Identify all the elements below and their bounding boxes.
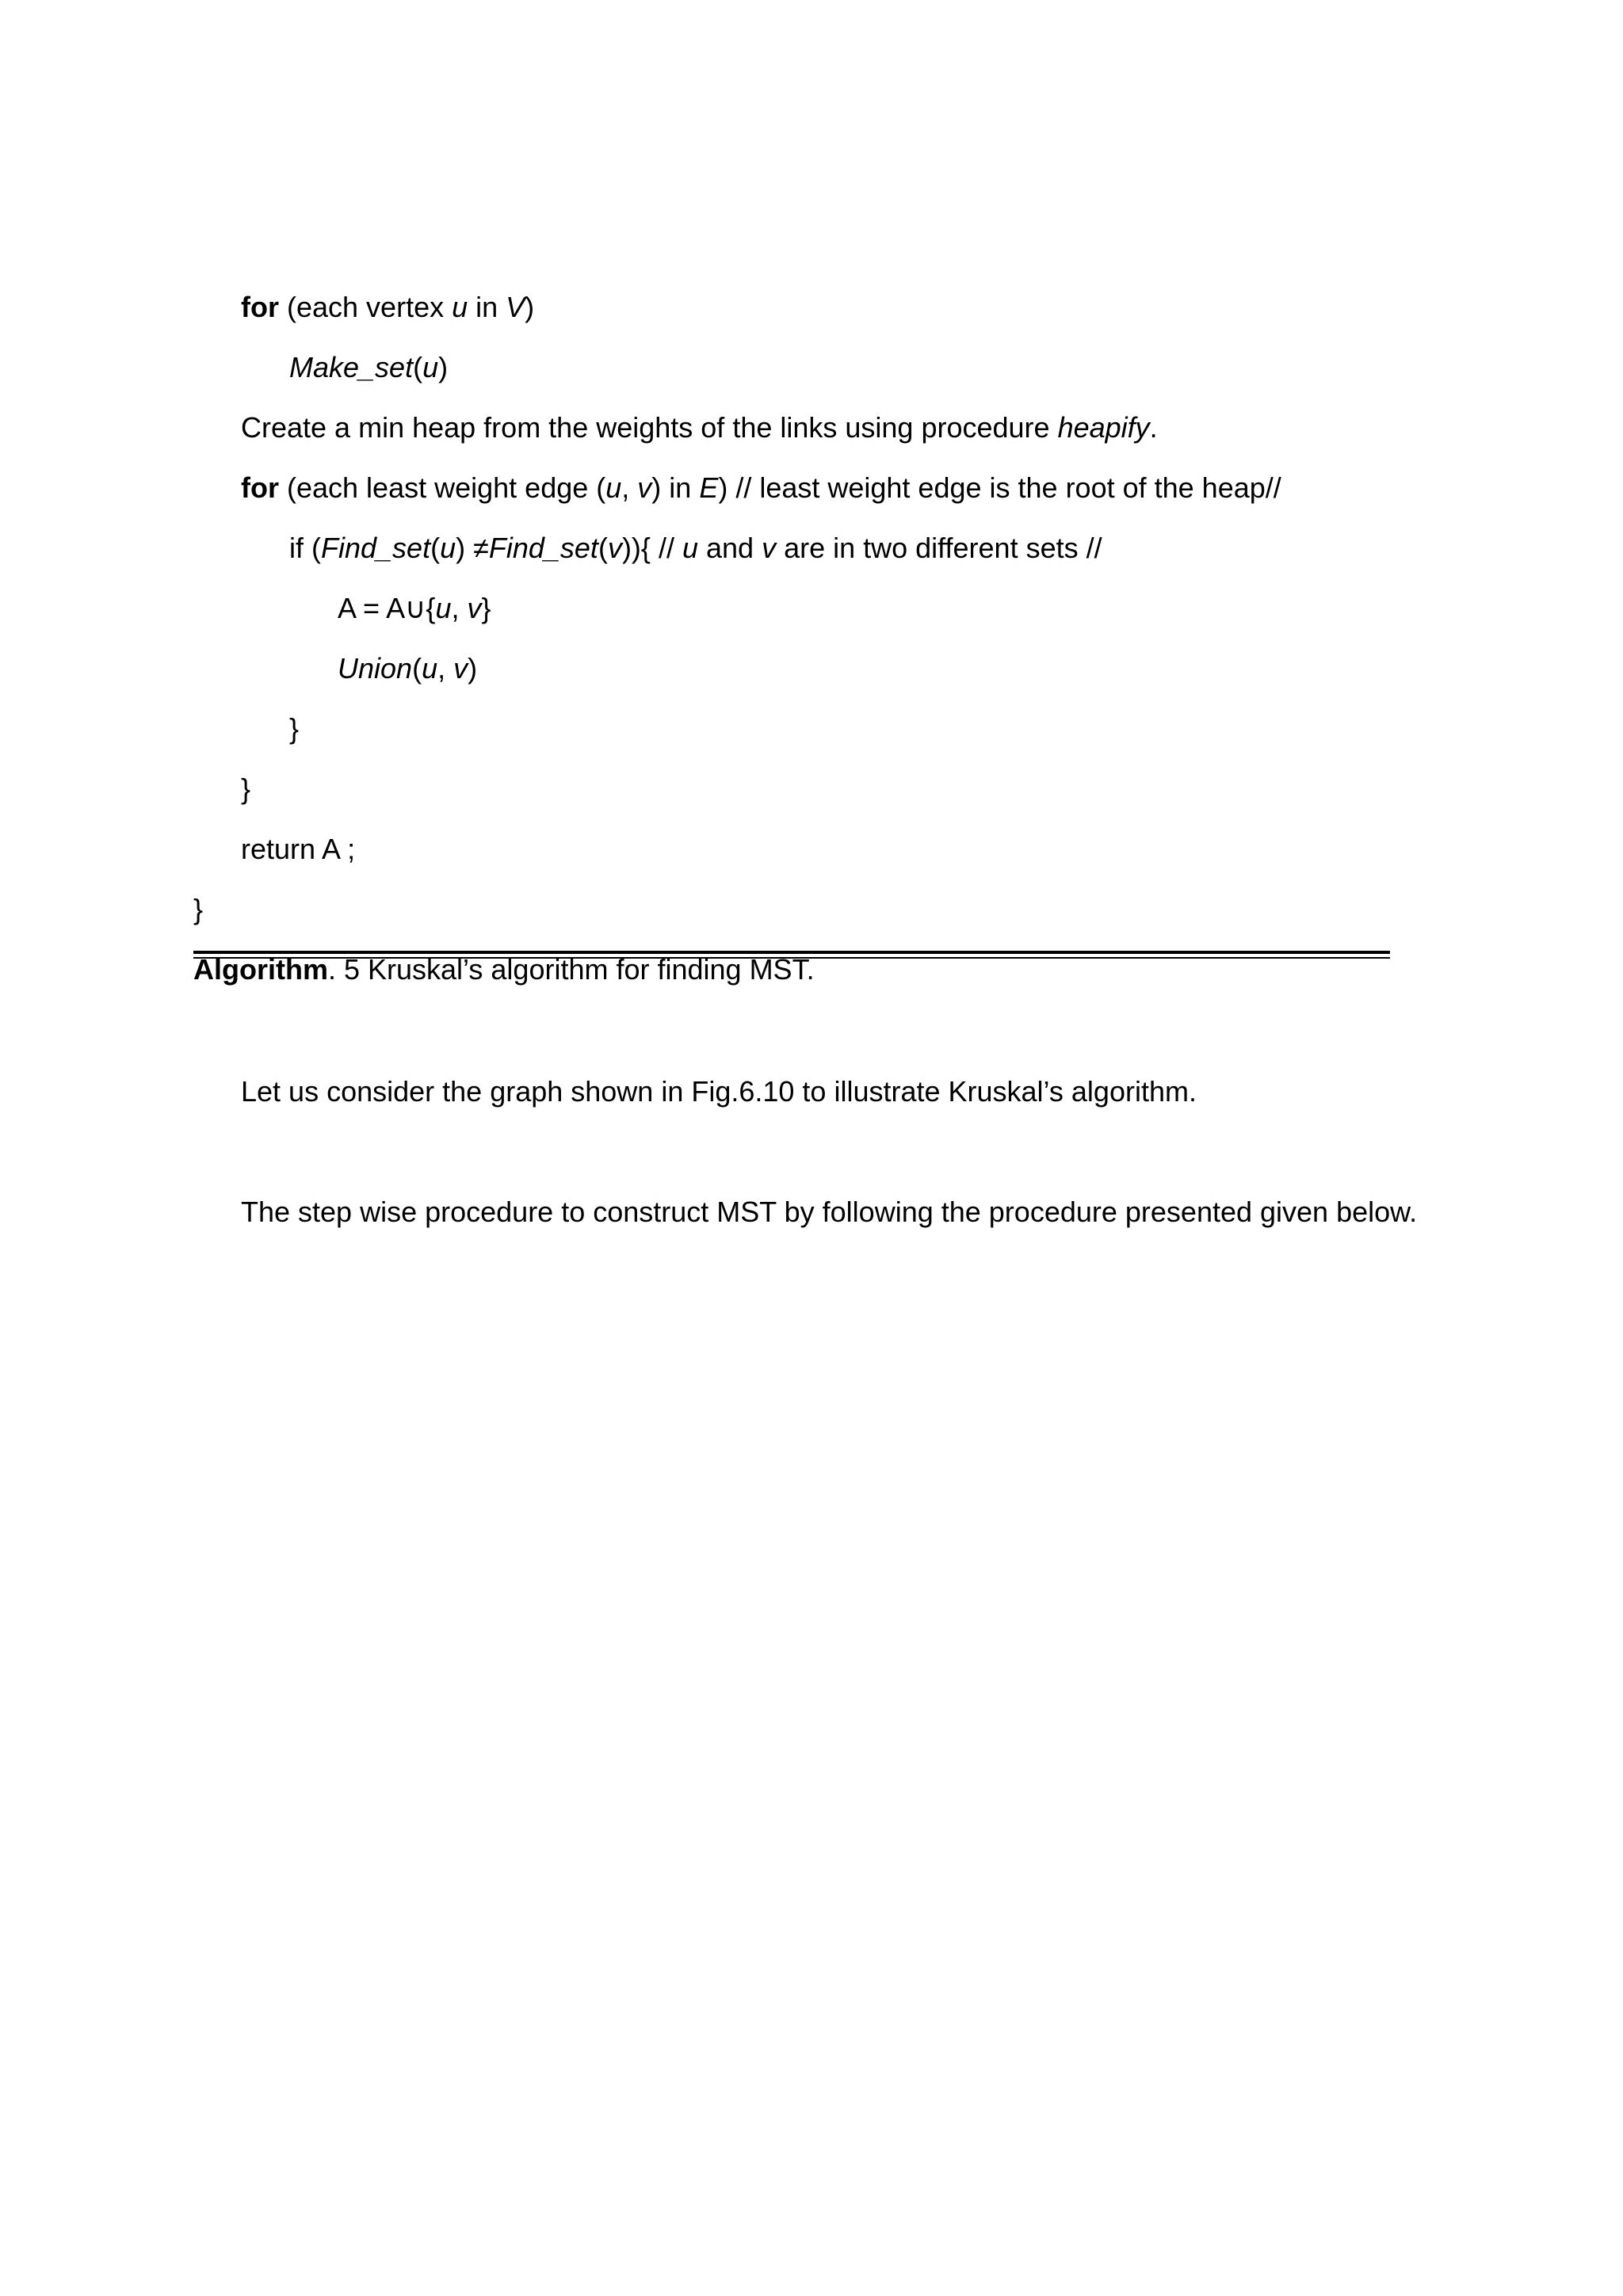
paragraph-step-wise: The step wise procedure to construct MST by following the procedure presented given below. <box>241 1196 1418 1228</box>
algo-line-union-call <box>338 651 477 686</box>
function-heapify: heapify <box>1057 411 1150 444</box>
text-span: . <box>1149 411 1158 444</box>
text-span: ) <box>438 351 449 383</box>
var-u: u <box>435 592 452 624</box>
var-V: V <box>506 291 525 323</box>
algo-line-close-if: } <box>289 712 300 745</box>
algo-line-make-set <box>289 350 448 385</box>
text-span: A = A∪{ <box>338 592 436 624</box>
text-span: (each vertex <box>279 291 453 323</box>
algo-line-close-function: } <box>193 893 204 925</box>
text-span: , <box>621 471 638 504</box>
text-span: ) ≠ <box>456 532 489 564</box>
paragraph-consider-graph: Let us consider the graph shown in Fig.6.10 to illustrate Kruskal’s algorithm. <box>241 1075 1197 1108</box>
var-E: E <box>699 471 719 504</box>
var-u: u <box>422 351 439 383</box>
function-make-set: Make_set <box>289 351 414 383</box>
function-find-set: Find_set <box>488 532 598 564</box>
var-v: v <box>637 471 652 504</box>
algo-line-create-heap <box>241 410 1158 445</box>
algo-line-union-set <box>338 591 491 626</box>
algorithm-caption <box>193 952 815 987</box>
keyword-for: for <box>241 471 279 504</box>
function-find-set: Find_set <box>321 532 431 564</box>
algo-line-for-edge <box>241 471 1281 505</box>
text-span: ( <box>598 532 608 564</box>
text-span: in <box>468 291 506 323</box>
text-span: ) <box>468 652 478 685</box>
text-span: )){ // <box>621 532 682 564</box>
text-span: ( <box>413 351 423 383</box>
text-span: , <box>437 652 454 685</box>
caption-text: . 5 Kruskal’s algorithm for finding MST. <box>327 953 815 986</box>
algo-line-close-for: } <box>241 772 251 805</box>
var-u: u <box>440 532 456 564</box>
text-span: Create a min heap from the weights of the links using procedure <box>241 411 1058 444</box>
var-v: v <box>467 592 482 624</box>
caption-label: Algorithm <box>193 953 328 986</box>
var-u: u <box>422 652 438 685</box>
text-span: are in two different sets // <box>776 532 1102 564</box>
text-span: , <box>451 592 468 624</box>
algo-line-if-find-set <box>289 531 1102 566</box>
text-span: ) // least weight edge is the root of the heap// <box>718 471 1281 504</box>
var-u: u <box>452 291 468 323</box>
text-span: if ( <box>289 532 321 564</box>
text-span: ( <box>412 652 422 685</box>
var-u: u <box>682 532 698 564</box>
var-v: v <box>453 652 468 685</box>
text-span: and <box>697 532 762 564</box>
text-span: ) in <box>651 471 700 504</box>
var-u: u <box>605 471 622 504</box>
algo-line-for-vertex <box>241 290 534 325</box>
text-span: (each least weight edge ( <box>279 471 606 504</box>
var-v: v <box>607 532 622 564</box>
text-span: } <box>481 592 491 624</box>
keyword-for: for <box>241 291 279 323</box>
var-v: v <box>762 532 777 564</box>
text-span: ) <box>525 291 535 323</box>
function-union: Union <box>338 652 413 685</box>
text-span: ( <box>430 532 441 564</box>
algo-line-return: return A ; <box>241 833 356 865</box>
